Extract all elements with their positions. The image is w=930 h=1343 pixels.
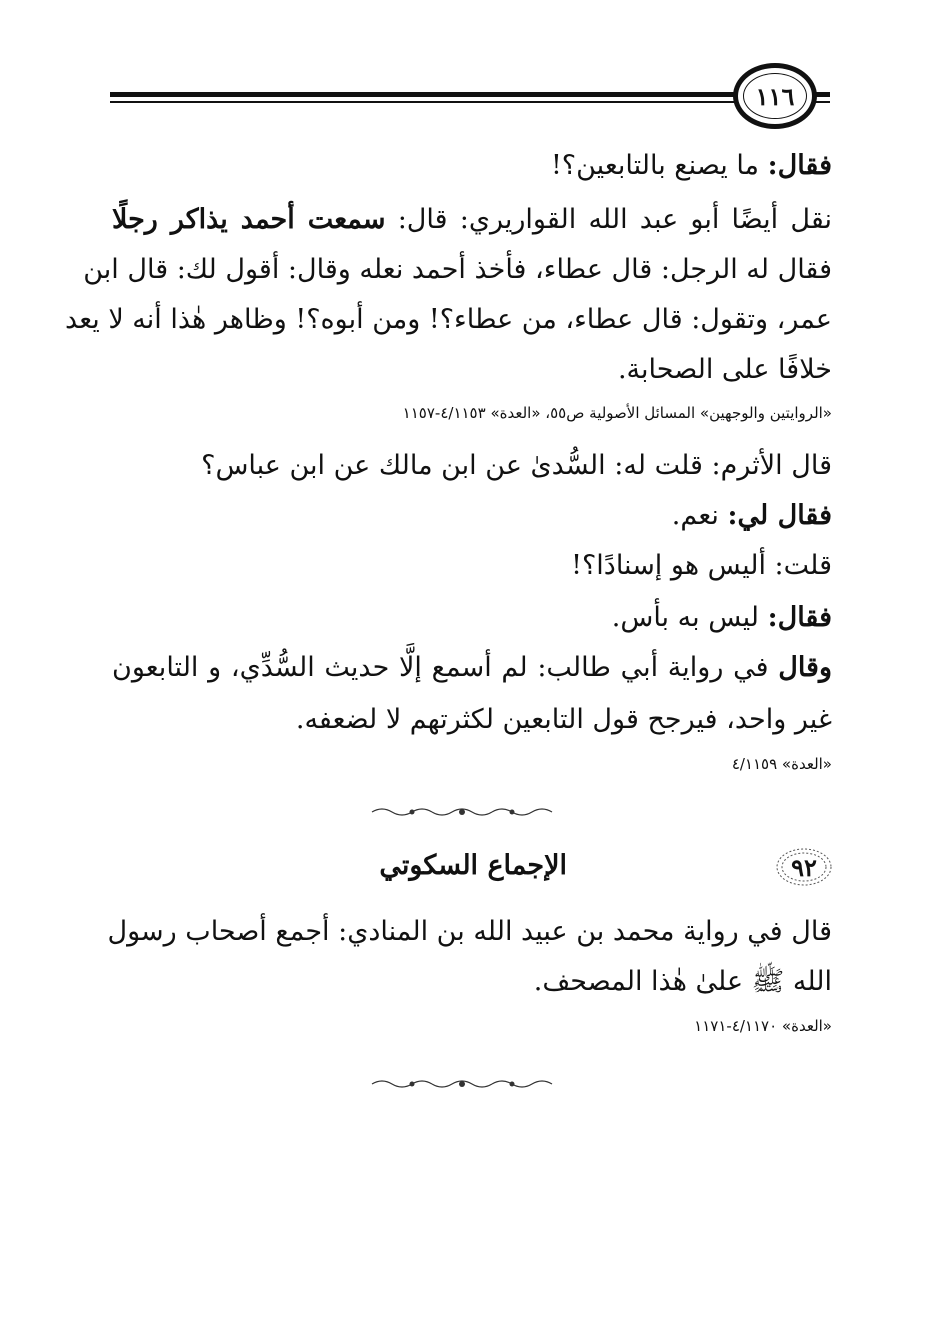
page-number-badge xyxy=(733,63,817,129)
reference-note: «العدة» ٤/١١٥٩ xyxy=(731,755,832,773)
text-line: قال في رواية محمد بن عبيد الله بن المنادي: أجمع أصحاب رسول xyxy=(107,916,832,947)
text-line: خلافًا على الصحابة. xyxy=(617,354,832,385)
text-line: فقال: ما يصنع بالتابعين؟! xyxy=(550,150,832,181)
header-rule xyxy=(110,92,830,108)
text-line: فقال له الرجل: قال عطاء، فأخذ أحمد نعله وقال: أقول لك: قال ابن xyxy=(83,254,832,285)
text-line: وقال في رواية أبي طالب: لم أسمع إلَّا حديث السُّدِّي، و التابعون xyxy=(112,652,832,683)
ornament-divider xyxy=(370,806,554,818)
reference-note: «العدة» ٤/١١٧٠-١١٧١ xyxy=(694,1017,832,1035)
section-number-wrap xyxy=(774,846,834,888)
section-number: ٩٢ xyxy=(791,852,817,882)
text-line: قلت: أليس هو إسنادًا؟! xyxy=(571,550,832,581)
page-number: ١١٦ xyxy=(755,81,795,111)
section-title: الإجماع السكوتي xyxy=(379,850,567,881)
text-line: قال الأثرم: قلت له: السُّدىٰ عن ابن مالك عن ابن عباس؟ xyxy=(201,450,832,481)
text-line: عمر، وتقول: قال عطاء، من عطاء؟! ومن أبوه؟! وظاهر هٰذا أنه لا يعد xyxy=(65,304,832,335)
text-line: نقل أيضًا أبو عبد الله القواريري: قال: سمعت أحمد يذاكر رجلًا xyxy=(112,204,832,235)
text-line: فقال لي: نعم. xyxy=(671,500,832,531)
text-line: الله ﷺ علىٰ هٰذا المصحف. xyxy=(533,966,832,997)
reference-note: «الروايتين والوجهين» المسائل الأصولية ص٥٥، «العدة» ٤/١١٥٣-١١٥٧ xyxy=(402,404,832,422)
ornament-divider xyxy=(370,1078,554,1090)
text-line: فقال: ليس به بأس. xyxy=(611,602,832,633)
text-line: غير واحد، فيرجح قول التابعين لكثرتهم لا لضعفه. xyxy=(295,704,832,735)
